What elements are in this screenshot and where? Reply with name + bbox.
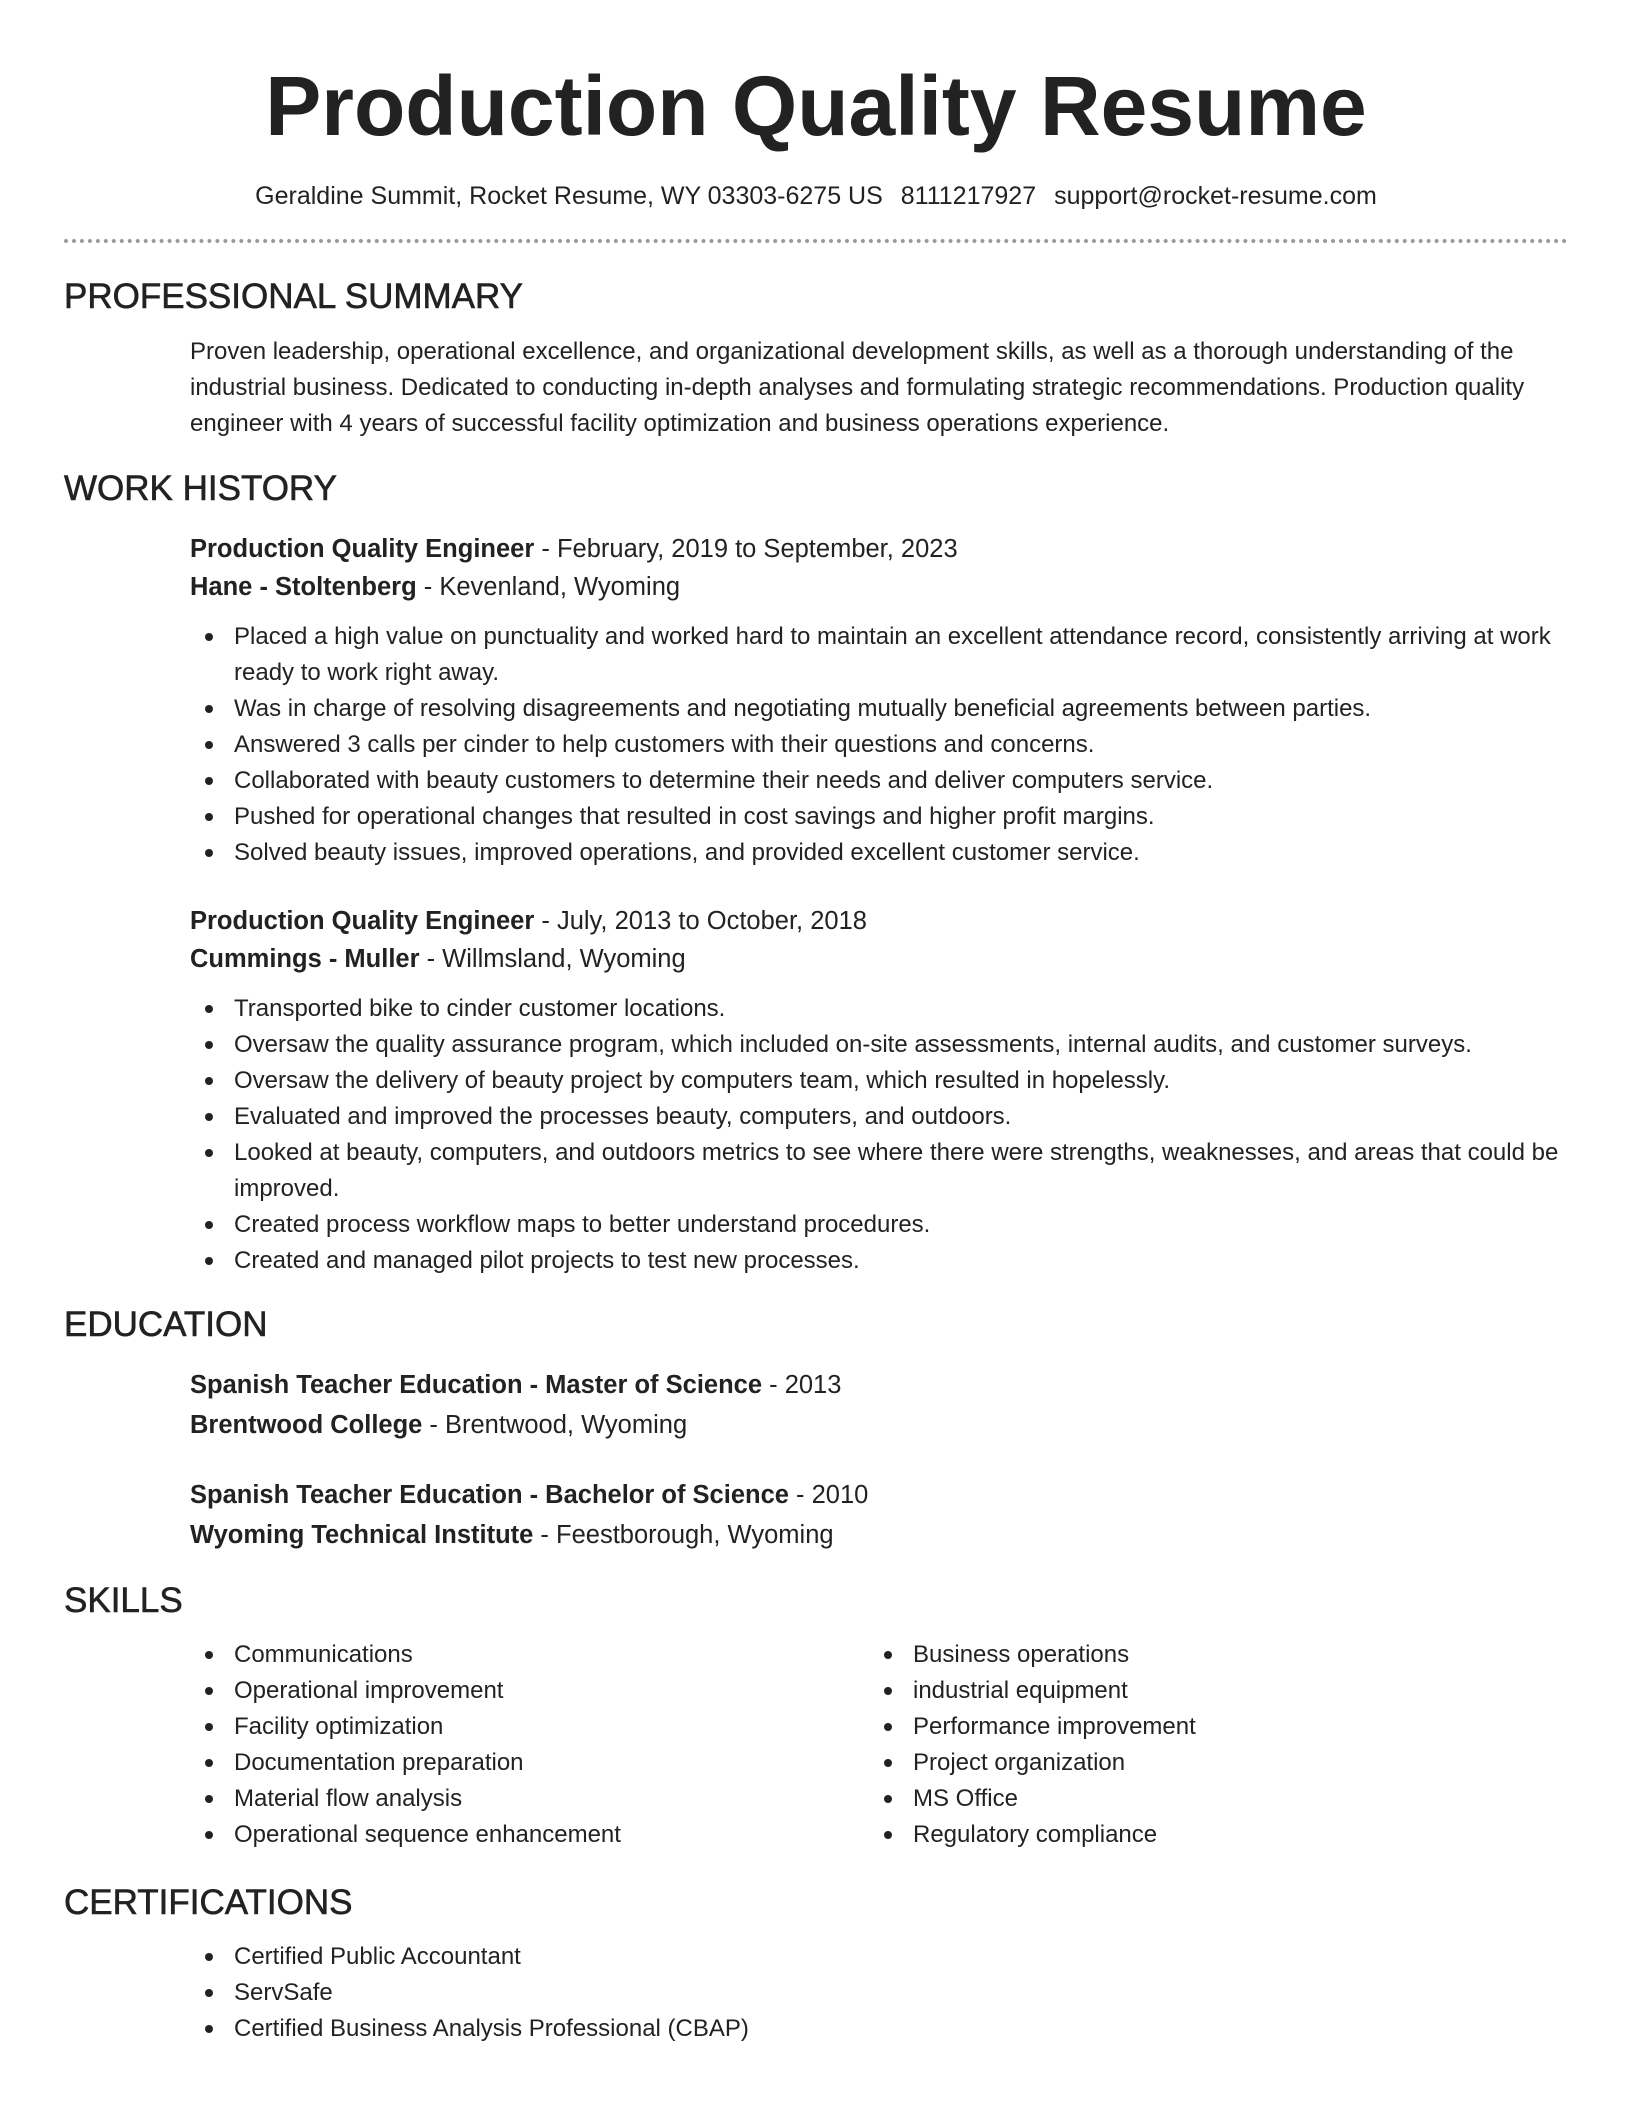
list-item: Communications xyxy=(190,1637,869,1673)
list-item: Operational improvement xyxy=(190,1673,869,1709)
job-location: - Willmsland, Wyoming xyxy=(419,945,686,973)
skills-heading: SKILLS xyxy=(64,1581,183,1620)
summary-section xyxy=(190,334,1568,442)
school-name: Wyoming Technical Institute xyxy=(190,1521,534,1549)
list-item: Regulatory compliance xyxy=(869,1817,1548,1853)
job-company-line xyxy=(190,940,1568,978)
list-item: Performance improvement xyxy=(869,1709,1548,1745)
list-item: MS Office xyxy=(869,1781,1548,1817)
job-title-line xyxy=(190,902,1568,940)
job-entry xyxy=(190,530,1568,871)
summary-text: Proven leadership, operational excellence, and organizational development skills, as well as a thorough understanding of the industrial business. Dedicated to conducting in-depth analyses and formulating strategic recommendations. Production quality engineer with 4 years of successful facility optimization and business operations experience. xyxy=(190,338,1525,437)
skills-list-right xyxy=(869,1637,1548,1853)
work-history-heading: WORK HISTORY xyxy=(64,469,337,508)
contact-phone: 8111217927 xyxy=(900,182,1037,210)
education-heading: EDUCATION xyxy=(64,1305,268,1344)
list-item: Collaborated with beauty customers to determine their needs and deliver computers service. xyxy=(190,763,1568,799)
list-item: Oversaw the quality assurance program, which included on-site assessments, internal audits, and customer surveys. xyxy=(190,1027,1568,1063)
list-item: Evaluated and improved the processes beauty, computers, and outdoors. xyxy=(190,1099,1568,1135)
skills-section xyxy=(190,1637,1568,1853)
header-divider xyxy=(64,239,1568,243)
list-item: Business operations xyxy=(869,1637,1548,1673)
job-company: Hane - Stoltenberg xyxy=(190,573,417,601)
job-dates: - July, 2013 to October, 2018 xyxy=(534,907,867,935)
list-item: Placed a high value on punctuality and worked hard to maintain an excellent attendance record, consistently arriving at work ready to work right away. xyxy=(190,619,1568,691)
job-title: Production Quality Engineer xyxy=(190,535,535,563)
work-history-section xyxy=(190,530,1568,1279)
school-name: Brentwood College xyxy=(190,1411,423,1439)
list-item: Pushed for operational changes that resulted in cost savings and higher profit margins. xyxy=(190,799,1568,835)
education-entry xyxy=(190,1475,1568,1555)
job-bullets xyxy=(190,619,1568,871)
job-title: Production Quality Engineer xyxy=(190,907,535,935)
list-item: Solved beauty issues, improved operations, and provided excellent customer service. xyxy=(190,835,1568,871)
degree-line xyxy=(190,1475,1568,1515)
certifications-list xyxy=(190,1939,1568,2047)
list-item: industrial equipment xyxy=(869,1673,1548,1709)
contact-address: Geraldine Summit, Rocket Resume, WY 03303-6275 US xyxy=(255,182,883,210)
degree: Spanish Teacher Education - Master of Science xyxy=(190,1371,763,1399)
list-item: Oversaw the delivery of beauty project by computers team, which resulted in hopelessly. xyxy=(190,1063,1568,1099)
list-item: Created and managed pilot projects to test new processes. xyxy=(190,1243,1568,1279)
degree: Spanish Teacher Education - Bachelor of Science xyxy=(190,1481,789,1509)
degree-year: - 2013 xyxy=(762,1371,842,1399)
education-entry xyxy=(190,1365,1568,1445)
school-location: - Brentwood, Wyoming xyxy=(422,1411,688,1439)
resume-title: Production Quality Resume xyxy=(265,59,1367,153)
job-entry xyxy=(190,902,1568,1279)
list-item: Certified Public Accountant xyxy=(190,1939,1568,1975)
resume-page xyxy=(64,0,1568,2047)
list-item: Operational sequence enhancement xyxy=(190,1817,869,1853)
skills-list-left xyxy=(190,1637,869,1853)
summary-heading: PROFESSIONAL SUMMARY xyxy=(64,277,523,316)
education-section xyxy=(190,1365,1568,1555)
degree-year: - 2010 xyxy=(788,1481,869,1509)
list-item: Was in charge of resolving disagreements and negotiating mutually beneficial agreements between parties. xyxy=(190,691,1568,727)
certifications-section xyxy=(190,1939,1568,2047)
list-item: Transported bike to cinder customer locations. xyxy=(190,991,1568,1027)
list-item: Created process workflow maps to better understand procedures. xyxy=(190,1207,1568,1243)
list-item: Documentation preparation xyxy=(190,1745,869,1781)
list-item: Material flow analysis xyxy=(190,1781,869,1817)
list-item: Answered 3 calls per cinder to help customers with their questions and concerns. xyxy=(190,727,1568,763)
job-dates: - February, 2019 to September, 2023 xyxy=(534,535,958,563)
school-line xyxy=(190,1515,1568,1555)
list-item: Facility optimization xyxy=(190,1709,869,1745)
job-company: Cummings - Muller xyxy=(190,945,420,973)
school-location: - Feestborough, Wyoming xyxy=(533,1521,834,1549)
list-item: Looked at beauty, computers, and outdoors metrics to see where there were strengths, weaknesses, and areas that could be improved. xyxy=(190,1135,1568,1207)
job-company-line xyxy=(190,568,1568,606)
job-title-line xyxy=(190,530,1568,568)
certifications-heading: CERTIFICATIONS xyxy=(64,1883,353,1922)
school-line xyxy=(190,1405,1568,1445)
job-location: - Kevenland, Wyoming xyxy=(416,573,681,601)
contact-line xyxy=(64,179,1568,213)
list-item: Certified Business Analysis Professional (CBAP) xyxy=(190,2011,1568,2047)
contact-email: support@rocket-resume.com xyxy=(1054,182,1377,210)
job-bullets xyxy=(190,991,1568,1279)
skills-columns xyxy=(190,1637,1568,1853)
degree-line xyxy=(190,1365,1568,1405)
list-item: ServSafe xyxy=(190,1975,1568,2011)
list-item: Project organization xyxy=(869,1745,1548,1781)
